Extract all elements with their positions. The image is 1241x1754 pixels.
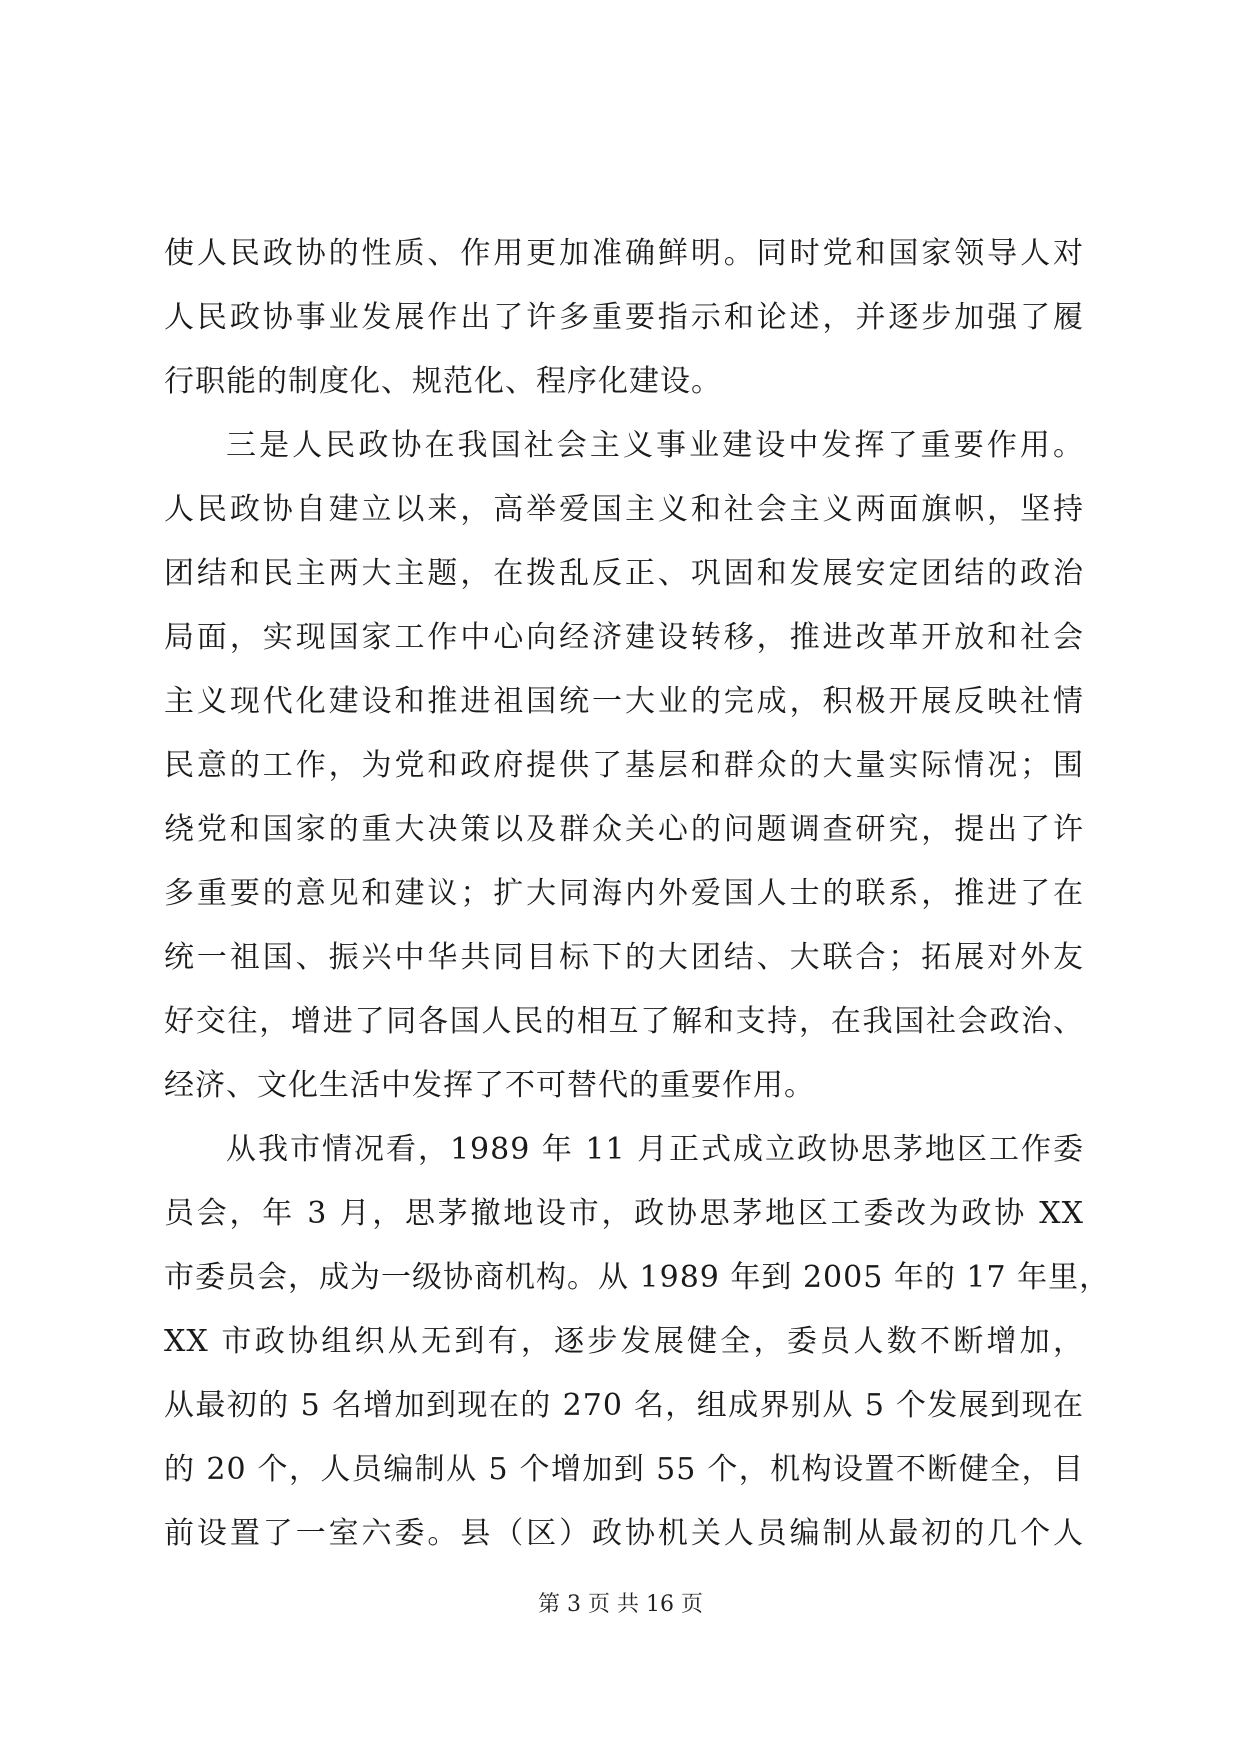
text-line: 市委员会，成为一级协商机构。从 1989 年到 2005 年的 17 年里， [164,1260,1111,1295]
text-line: 绕党和国家的重大决策以及群众关心的问题调查研究，提出了许 [164,812,1084,847]
text-line: 团结和民主两大主题，在拨乱反正、巩固和发展安定团结的政治 [164,556,1084,591]
text-line: 行职能的制度化、规范化、程序化建设。 [164,364,722,399]
text-line: 统一祖国、振兴中华共同目标下的大团结、大联合；拓展对外友 [164,940,1084,975]
text-line: 使人民政协的性质、作用更加准确鲜明。同时党和国家领导人对 [164,236,1084,271]
text-line: 从最初的 5 名增加到现在的 270 名，组成界别从 5 个发展到现在 [164,1388,1084,1423]
text-line: XX 市政协组织从无到有，逐步发展健全，委员人数不断增加， [164,1324,1084,1359]
paragraph [164,414,1084,1118]
paragraph [164,222,1084,414]
text-line: 人民政协事业发展作出了许多重要指示和论述，并逐步加强了履 [164,300,1084,335]
text-line: 经济、文化生活中发挥了不可替代的重要作用。 [164,1068,815,1103]
text-line: 民意的工作，为党和政府提供了基层和群众的大量实际情况；围 [164,748,1084,783]
text-line: 的 20 个，人员编制从 5 个增加到 55 个，机构设置不断健全，目 [164,1452,1084,1487]
text-line: 从我市情况看，1989 年 11 月正式成立政协思茅地区工作委 [226,1132,1084,1167]
text-line: 三是人民政协在我国社会主义事业建设中发挥了重要作用。 [226,428,1084,463]
text-line: 前设置了一室六委。县（区）政协机关人员编制从最初的几个人 [164,1516,1084,1551]
text-line: 局面，实现国家工作中心向经济建设转移，推进改革开放和社会 [164,620,1084,655]
paragraph [164,1118,1111,1566]
text-line: 主义现代化建设和推进祖国统一大业的完成，积极开展反映社情 [164,684,1084,719]
text-line: 员会，年 3 月，思茅撤地设市，政协思茅地区工委改为政协 XX [164,1196,1084,1231]
text-line: 好交往，增进了同各国人民的相互了解和支持，在我国社会政治、 [164,1004,1084,1039]
body-text [164,222,1111,1566]
text-line: 多重要的意见和建议；扩大同海内外爱国人士的联系，推进了在 [164,876,1084,911]
page-footer: 第 3 页 共 16 页 [538,1592,703,1617]
text-line: 人民政协自建立以来，高举爱国主义和社会主义两面旗帜，坚持 [164,492,1084,527]
